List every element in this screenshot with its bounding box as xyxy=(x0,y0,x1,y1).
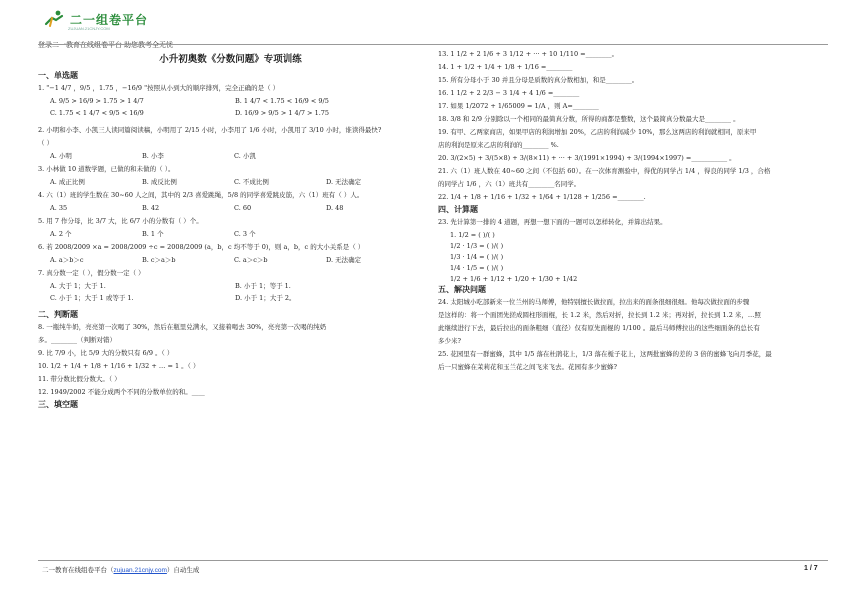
question-21-cont: 的同学占 1/6 ，六（1）班共有________名同学。 xyxy=(438,180,581,188)
option: C. 1.75 < 1 4/7 < 9/5 < 16/9 xyxy=(50,109,144,117)
footer-divider xyxy=(38,560,828,561)
option: C. 60 xyxy=(234,204,252,212)
question-17: 17. 如果 1/2072 + 1/65009 = 1/A ，则 A=________ xyxy=(438,102,599,110)
question-5: 5. 用 7 作分母，比 3/7 大，比 6/7 小的分数有（ ）个。 xyxy=(38,217,203,225)
question-23-item: 1/4 · 1/5 = ( )/( ) xyxy=(450,264,504,272)
option: B. 小于 1；等于 1. xyxy=(235,282,291,290)
question-12: 12. 1949/2002 不能分成两个不同的分数单位的和。____ xyxy=(38,388,205,396)
question-1: 1. "−1 4/7 ，9/5 ，1.75 ，−16/9 "按照从小到大的顺序排列，完全正确的是（ ） xyxy=(38,84,280,92)
section-heading-calculation: 四、计算题 xyxy=(438,205,478,214)
option: C. 3 个 xyxy=(234,230,256,238)
question-11: 11. 带分数比假分数大。（ ） xyxy=(38,375,121,383)
section-heading-single-choice: 一、单选题 xyxy=(38,71,78,80)
question-6-options xyxy=(50,256,423,264)
option: A. 成正比例 xyxy=(50,178,85,186)
question-13: 13. 1 1/2 + 2 1/6 + 3 1/12 + ··· + 10 1/110 =________。 xyxy=(438,50,619,58)
page-number: 1 / 7 xyxy=(804,565,818,572)
question-3-options xyxy=(50,178,423,186)
option: B. c＞a＞b xyxy=(142,256,176,264)
footer-suffix: ）自动生成 xyxy=(166,567,200,574)
section-heading-true-false: 二、判断题 xyxy=(38,310,78,319)
question-4-options xyxy=(50,204,423,212)
question-21: 21. 六（1）班人数在 40~60 之间（不包括 60）。在一次体育测验中，得优的同学占 1/4 ，得良的同学 1/3 ，合格 xyxy=(438,167,771,175)
option: D. 无法确定 xyxy=(326,178,362,186)
right-column xyxy=(438,50,828,376)
question-7: 7. 真分数一定（ ），假分数一定（ ） xyxy=(38,269,145,277)
question-1-options xyxy=(50,97,423,121)
question-3: 3. 小林做 10 道数学题，已做的和未做的（ ）。 xyxy=(38,165,175,173)
question-23: 23. 先计算第一排的 4 道题，再想一想下面的一题可以怎样转化，并算出结果。 xyxy=(438,218,667,226)
question-2-paren: （ ） xyxy=(38,139,54,147)
question-23-item: 1/2 · 1/3 = ( )/( ) xyxy=(450,242,504,250)
option: B. 成反比例 xyxy=(142,178,177,186)
question-25: 25. 花园里有一群蜜蜂，其中 1/5 落在杜鹃花上，1/3 落在栀子花上，这两批蜜蜂的差的 3 倍的蜜蜂飞向月季花，最 xyxy=(438,350,772,358)
question-15: 15. 所有分母小于 30 并且分母是质数的真分数相加，和是________。 xyxy=(438,76,639,84)
section-heading-fill-blank: 三、填空题 xyxy=(38,400,78,409)
question-9: 9. 比 7/9 小，比 5/9 大的分数只有 6/9 。（ ） xyxy=(38,349,174,357)
question-19: 19. 有甲、乙两家商店，如果甲店的利润增加 20%，乙店的利润减少 10%，那么这两店的利润就相同，原来甲 xyxy=(438,128,757,136)
footer-prefix: 二一教育在线组卷平台（ xyxy=(42,567,114,574)
question-10: 10. 1/2 + 1/4 + 1/8 + 1/16 + 1/32 + … = 1 。（ ） xyxy=(38,362,200,370)
option: B. 1 4/7 < 1.75 < 16/9 < 9/5 xyxy=(235,97,329,105)
question-8: 8. 一瓶纯牛奶，亮亮第一次喝了 30%，然后在瓶里兑满水，又接着喝去 30%，亮亮第一次喝的纯奶 xyxy=(38,323,327,331)
option: A. 小明 xyxy=(50,152,72,160)
option: B. 1 个 xyxy=(142,230,164,238)
option: C. a＞c＞b xyxy=(234,256,268,264)
option: D. 16/9 > 9/5 > 1 4/7 > 1.75 xyxy=(235,109,330,117)
question-19-cont: 店的利润是原来乙店的利润的________ %. xyxy=(438,141,559,149)
question-14: 14. 1 + 1/2 + 1/4 + 1/8 + 1/16 =________ xyxy=(438,63,573,71)
left-column xyxy=(38,50,423,413)
option: C. 小凯 xyxy=(234,152,256,160)
question-23-item: 1/3 · 1/4 = ( )/( ) xyxy=(450,253,504,261)
section-heading-word-problems: 五、解决问题 xyxy=(438,285,486,294)
question-4: 4. 六（1）班的学生数在 30~60 人之间，其中的 2/3 喜爱跳绳，5/8 的同学喜爱跳皮筋，六（1）班有（ ）人。 xyxy=(38,191,364,199)
logo-subtext: ZUJUAN.21CNJY.COM xyxy=(68,26,110,31)
option: D. 无法确定 xyxy=(326,256,362,264)
question-25-cont: 后一只蜜蜂在茉莉花和玉兰花之间飞来飞去。花园有多少蜜蜂? xyxy=(438,363,617,371)
question-7-options xyxy=(50,282,423,306)
option: C. 小于 1；大于 1 或等于 1. xyxy=(50,294,134,302)
footer-source xyxy=(42,565,199,574)
option: C. 不成比例 xyxy=(234,178,269,186)
question-22: 22. 1/4 + 1/8 + 1/16 + 1/32 + 1/64 + 1/128 + 1/256 =________. xyxy=(438,193,646,201)
header-divider xyxy=(38,44,828,45)
option: D. 48 xyxy=(326,204,344,212)
question-24: 24. 太阳城小吃部新来一位兰州的马师傅，他特别擅长做拉面，拉出来的面条很细很细。他每次做拉面的步骤 xyxy=(438,298,750,306)
question-24-line2: 是这样的：将一个面团先搓成圆柱形面棍，长 1.2 米，然后对折，拉长到 1.2 米；再对折，拉长到 1.2 米，…照 xyxy=(438,311,761,319)
option: A. 35 xyxy=(50,204,68,212)
option: A. a＞b＞c xyxy=(50,256,84,264)
question-2-options xyxy=(50,152,423,160)
document-title: 小升初奥数《分数问题》专项训练 xyxy=(159,54,302,65)
option: A. 9/5 > 16/9 > 1.75 > 1 4/7 xyxy=(50,97,144,105)
footer-link[interactable]: zujuan.21cnjy.com xyxy=(113,567,167,574)
question-16: 16. 1 1/2 + 2 2/3 − 3 1/4 + 4 1/6 =________ xyxy=(438,89,580,97)
header-tagline: 登录二一教育在线组卷平台 助您教考全无忧 xyxy=(38,42,173,49)
question-24-line3: 此继续进行下去，最后拉出的面条粗细（直径）仅有原先面棍的 1/100 。最后马师傅拉出的这些细面条的总长有 xyxy=(438,324,760,332)
question-8-cont: 多。________（判断对错） xyxy=(38,336,116,344)
option: D. 小于 1；大于 2。 xyxy=(235,294,296,302)
question-23-item: 1. 1/2 = ( )/( ) xyxy=(450,231,495,239)
question-24-line4: 多少米? xyxy=(438,337,461,345)
question-23-final: 1/2 + 1/6 + 1/12 + 1/20 + 1/30 + 1/42 xyxy=(450,275,578,283)
runner-logo-icon xyxy=(42,10,66,28)
option: A. 大于 1；大于 1. xyxy=(50,282,106,290)
question-6: 6. 若 2008/2009 ×a = 2008/2009 ÷c = 2008/2009 (a，b，c 均不等于 0)，则 a，b，c 的大小关系是（ ） xyxy=(38,243,365,251)
question-5-options xyxy=(50,230,423,238)
logo-text: 二一组卷平台 xyxy=(70,12,149,27)
question-20: 20. 3/(2×5) + 3/(5×8) + 3/(8×11) + ··· + 3/(1991×1994) + 3/(1994×1997) =___________ 。 xyxy=(438,154,736,162)
option: B. 小李 xyxy=(142,152,164,160)
option: B. 42 xyxy=(142,204,160,212)
question-18: 18. 3/8 和 2/9 分别除以一个相同的最简真分数，所得的商都是整数，这个最简真分数最大是________ 。 xyxy=(438,115,740,123)
option: A. 2 个 xyxy=(50,230,72,238)
page-header xyxy=(38,6,828,49)
question-2: 2. 小明和小李、小凯三人读同篇阅读稿，小明用了 2/15 小时，小李用了 1/6 小时，小凯用了 3/10 小时，谁读得最快? xyxy=(38,126,382,134)
